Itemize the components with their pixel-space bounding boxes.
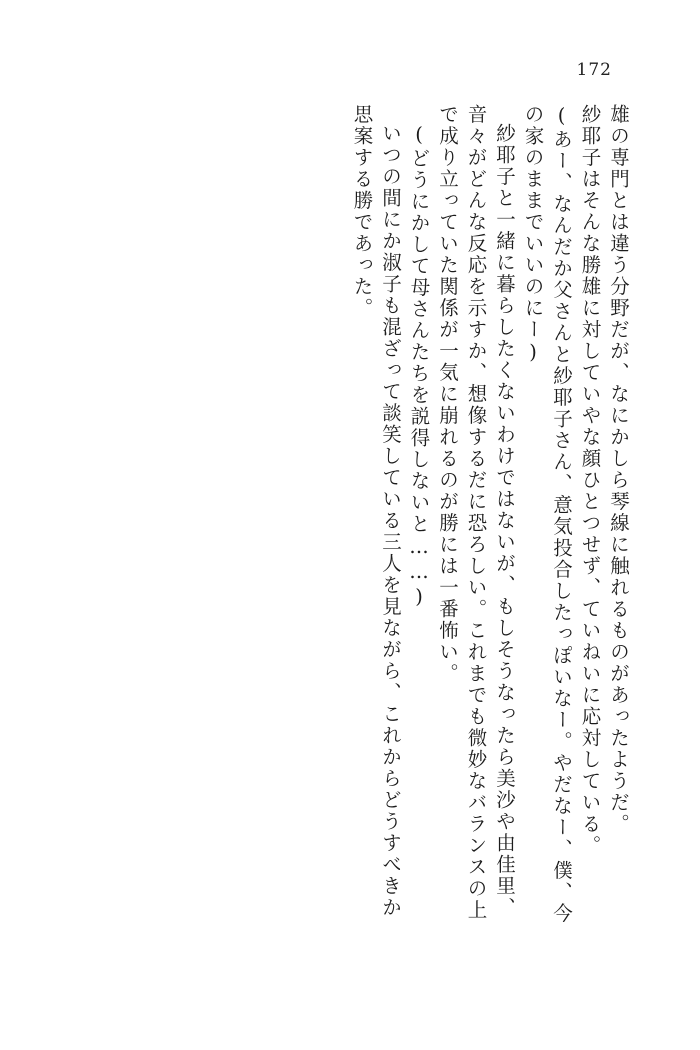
text-line: 紗耶子と一緒に暮らしたくないわけではないが、もしそうなったら美沙や由佳里、 [493, 123, 516, 919]
text-line: で成り立っていた関係が一気に崩れるのが勝には一番怖い。 [436, 104, 459, 685]
text-line: いつの間にか淑子も混ざって談笑している三人を見ながら、これからどうすべきか [379, 123, 402, 919]
text-line: 思案する勝であった。 [350, 104, 374, 319]
vertical-text-body [108, 104, 628, 1004]
text-line: 紗耶子はそんな勝雄に対していやな顔ひとつせず、ていねいに応対している。 [578, 104, 602, 857]
text-line: (あー、なんだか父さんと紗耶子さん、意気投合したっぽいなー。やだなー、僕、今 [550, 104, 573, 925]
text-line: (どうにかして母さんたちを説得しないと……) [407, 123, 431, 610]
page-number: 172 [576, 60, 612, 80]
text-line: 雄の専門とは違う分野だが、なにかしら琴線に触れるものがあったようだ。 [607, 104, 630, 835]
text-line: 音々がどんな反応を示すか、想像するだに恐ろしい。これまでも微妙なバランスの上 [464, 104, 488, 921]
text-line: の家のままでいいのにー) [521, 104, 545, 366]
